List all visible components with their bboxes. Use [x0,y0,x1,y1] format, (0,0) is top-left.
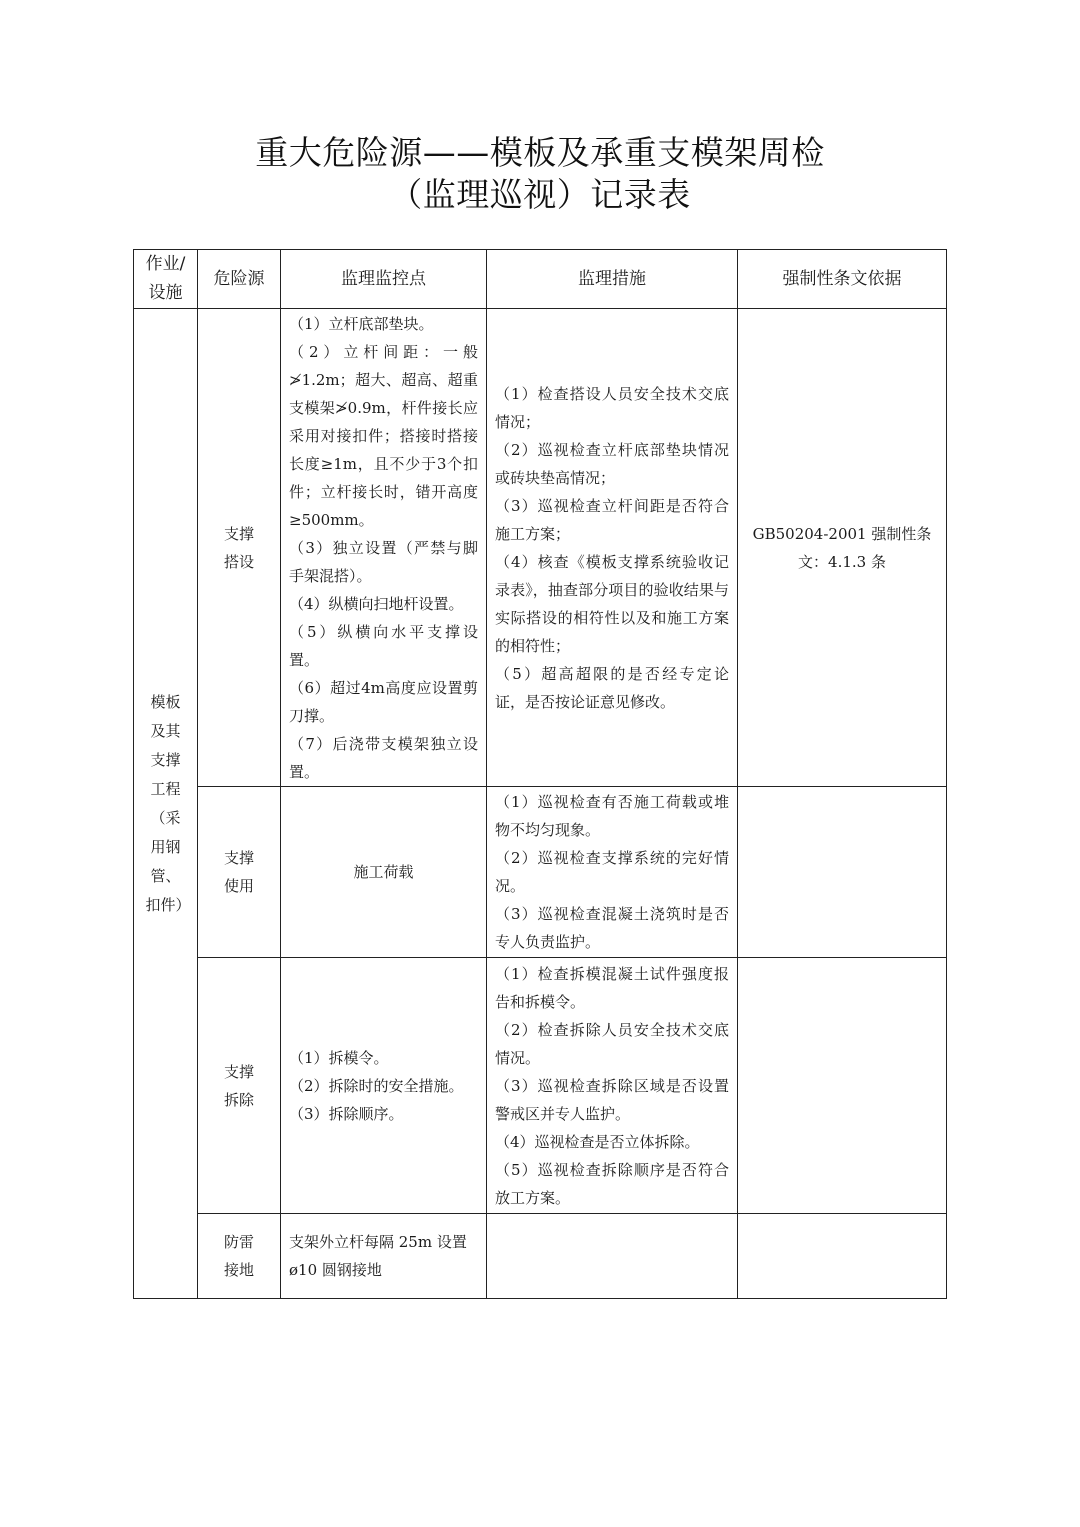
document-title [0,132,1080,216]
measures-cell [487,787,738,958]
list-item: （5）巡视检查拆除顺序是否符合放工方案。 [495,1160,729,1207]
list-item: （5）纵横向水平支撑设置。 [289,622,478,669]
hazard-text: 防雷接地 [223,1233,254,1279]
list-item: （2）巡视检查立杆底部垫块情况或砖块垫高情况； [495,440,729,487]
list-item: （6）超过4m高度应设置剪刀撑。 [289,678,478,725]
list-item: （1）拆模令。 [289,1048,389,1067]
record-table [133,249,947,1299]
basis-cell [738,1214,947,1299]
header-basis: 强制性条文依据 [738,250,947,309]
list-item: （1）检查拆模混凝土试件强度报告和拆模令。 [495,964,729,1011]
header-work: 作业/设施 [134,250,198,309]
list-item: （1）检查搭设人员安全技术交底情况； [495,384,729,431]
hazard-cell [198,1214,281,1299]
list-item: （3）独立设置（严禁与脚手架混搭）。 [289,538,478,585]
title-line-1: 重大危险源——模板及承重支模架周检 [255,133,825,172]
control-points-cell [281,958,487,1214]
list-item: （1）巡视检查有否施工荷载或堆物不均匀现象。 [495,793,729,839]
list-item: （5）超高超限的是否经专定论证，是否按论证意见修改。 [495,664,729,711]
table-row [134,958,947,1214]
control-points-cell [281,787,487,958]
list-item: （7）后浇带支模架独立设置。 [289,734,478,781]
hazard-cell [198,309,281,787]
list-item: （3）巡视检查立杆间距是否符合施工方案； [495,496,729,543]
basis-text: GB50204-2001 强制性条文：4.1.3 条 [752,524,932,571]
list-item: （2）巡视检查支撑系统的完好情况。 [495,849,729,895]
work-item-text: 模板及其支撑工程（采用钢管、扣件） [145,692,191,914]
hazard-cell [198,958,281,1214]
list-item: （4）纵横向扫地杆设置。 [289,594,464,613]
table-row [134,309,947,787]
table-row [134,1214,947,1299]
header-control-points: 监理监控点 [281,250,487,309]
basis-cell [738,787,947,958]
title-line-2: （监理巡视）记录表 [389,175,691,214]
list-item: （2）检查拆除人员安全技术交底情况。 [495,1020,729,1067]
hazard-text: 支撑使用 [223,849,254,895]
measures-cell [487,1214,738,1299]
measures-cell [487,309,738,787]
hazard-text: 支撑搭设 [223,524,254,571]
list-item: （4）巡视检查是否立体拆除。 [495,1132,700,1151]
list-item: （1）立杆底部垫块。 [289,314,434,333]
list-item: 支架外立杆每隔 25m 设置ø10 圆钢接地 [289,1233,467,1279]
list-item: （3）巡视检查混凝土浇筑时是否专人负责监护。 [495,905,729,951]
control-points-cell [281,309,487,787]
list-item: （2）立杆间距：一般≯1.2m；超大、超高、超重支模架≯0.9m，杆件接长应采用对接扣件；搭接时搭接长度≥1m，且不少于3个扣件；立杆接长时，错开高度≥500mm。 [289,342,478,529]
header-row [134,250,947,309]
header-measures: 监理措施 [487,250,738,309]
work-item-cell [134,309,198,1299]
list-item: （4）核查《模板支撑系统验收记录表》，抽查部分项目的验收结果与实际搭设的相符性以及和施工方案的相符性； [495,552,729,655]
measures-cell [487,958,738,1214]
list-item: （2）拆除时的安全措施。 [289,1076,464,1095]
hazard-cell [198,787,281,958]
control-points-cell [281,1214,487,1299]
list-item: （3）巡视检查拆除区域是否设置警戒区并专人监护。 [495,1076,729,1123]
list-item: 施工荷载 [353,863,414,881]
header-hazard: 危险源 [198,250,281,309]
list-item: （3）拆除顺序。 [289,1104,404,1123]
table-row [134,787,947,958]
basis-cell [738,958,947,1214]
hazard-text: 支撑拆除 [223,1062,254,1109]
basis-cell [738,309,947,787]
